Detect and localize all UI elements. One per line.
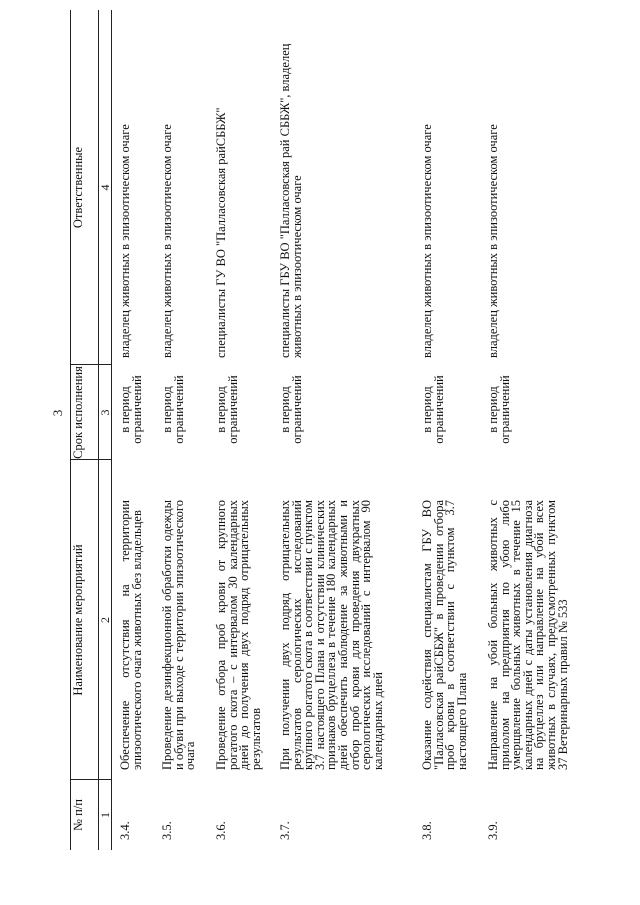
table-header	[70, 10, 112, 850]
header-col-number-index: 1	[98, 780, 111, 850]
rotated-table-sheet	[50, 0, 610, 850]
row-number: 3.5.	[160, 821, 174, 840]
row-number: 3.6.	[214, 821, 228, 840]
row-action: Проведение отбора проб крови от крупного рогатого скота – с интервалом 30 календарных дней до получения двух подряд отрицательных результатов	[214, 500, 263, 770]
row-responsible: владелец животных в эпизоотическом очаге	[118, 124, 132, 358]
row-action: Проведение дезинфекционной обработки одежды и обуви при выходе с территории эпизоотического очага	[160, 500, 198, 770]
row-action: Обеспечение отсутствия на территории эпизоотического очага животных без владельцев	[118, 500, 144, 770]
header-col-number	[71, 780, 111, 850]
header-col-action	[71, 460, 111, 780]
row-number: 3.8.	[420, 821, 434, 840]
row-action: Оказание содействия специалистам ГБУ ВО "Палласовская райСББЖ" в проведении отбора проб крови в соответствии с пунктом 3.7 настоящего Плана	[420, 500, 469, 770]
row-responsible: специалисты ГУ ВО "Палласовская райСББЖ"	[214, 107, 228, 358]
row-number: 3.4.	[118, 821, 132, 840]
header-col-action-title: Наименование мероприятий	[71, 544, 85, 696]
row-responsible: владелец животных в эпизоотическом очаге	[486, 124, 500, 358]
header-col-number-title: № п/п	[71, 799, 85, 831]
row-term: в период ограничений	[160, 375, 186, 444]
row-number: 3.9.	[486, 821, 500, 840]
row-term: в период ограничений	[214, 375, 240, 444]
row-term: в период ограничений	[420, 375, 446, 444]
header-col-term-index: 3	[98, 365, 111, 460]
header-col-action-index: 2	[98, 460, 111, 780]
row-term: в период ограничений	[278, 375, 304, 444]
header-col-term	[71, 365, 111, 460]
row-responsible: специалисты ГБУ ВО "Палласовская рай СББЖ", владелец животных в эпизоотическом очаге	[278, 43, 304, 358]
row-action: Направление на убой больных животных с прилолом на предприятия по убою либо умерщвление больных животных в течение 15 календарных дней с даты установления диагноза на бруцеллез или направление на убой всех животных в случаях, предусмотренных пунктом 37 Ветеринарных правил № 533	[486, 500, 570, 770]
row-term: в период ограничений	[118, 375, 144, 444]
header-col-responsible-title: Ответственные	[71, 146, 85, 229]
header-col-responsible	[71, 10, 111, 365]
header-col-term-title: Срок исполнения	[71, 366, 85, 459]
page-number: 3	[50, 409, 65, 417]
row-responsible: владелец животных в эпизоотическом очаге	[160, 124, 174, 358]
row-action: При получении двух подряд отрицательных результатов серологических исследований крупного рогатого скота в соответствии с пунктом 3.7 настоящего Плана и отсутствии клинических признаков бруцеллеза в течение 180 календарных дней обеспечить наблюдение за животными и отбор проб крови для проведения двукратных серологических исследований с интервалом 90 календарных дней	[278, 500, 385, 770]
header-col-responsible-index: 4	[98, 10, 111, 365]
row-term: в период ограничений	[486, 375, 512, 444]
row-responsible: владелец животных в эпизоотическом очаге	[420, 124, 434, 358]
row-number: 3.7.	[278, 821, 292, 840]
